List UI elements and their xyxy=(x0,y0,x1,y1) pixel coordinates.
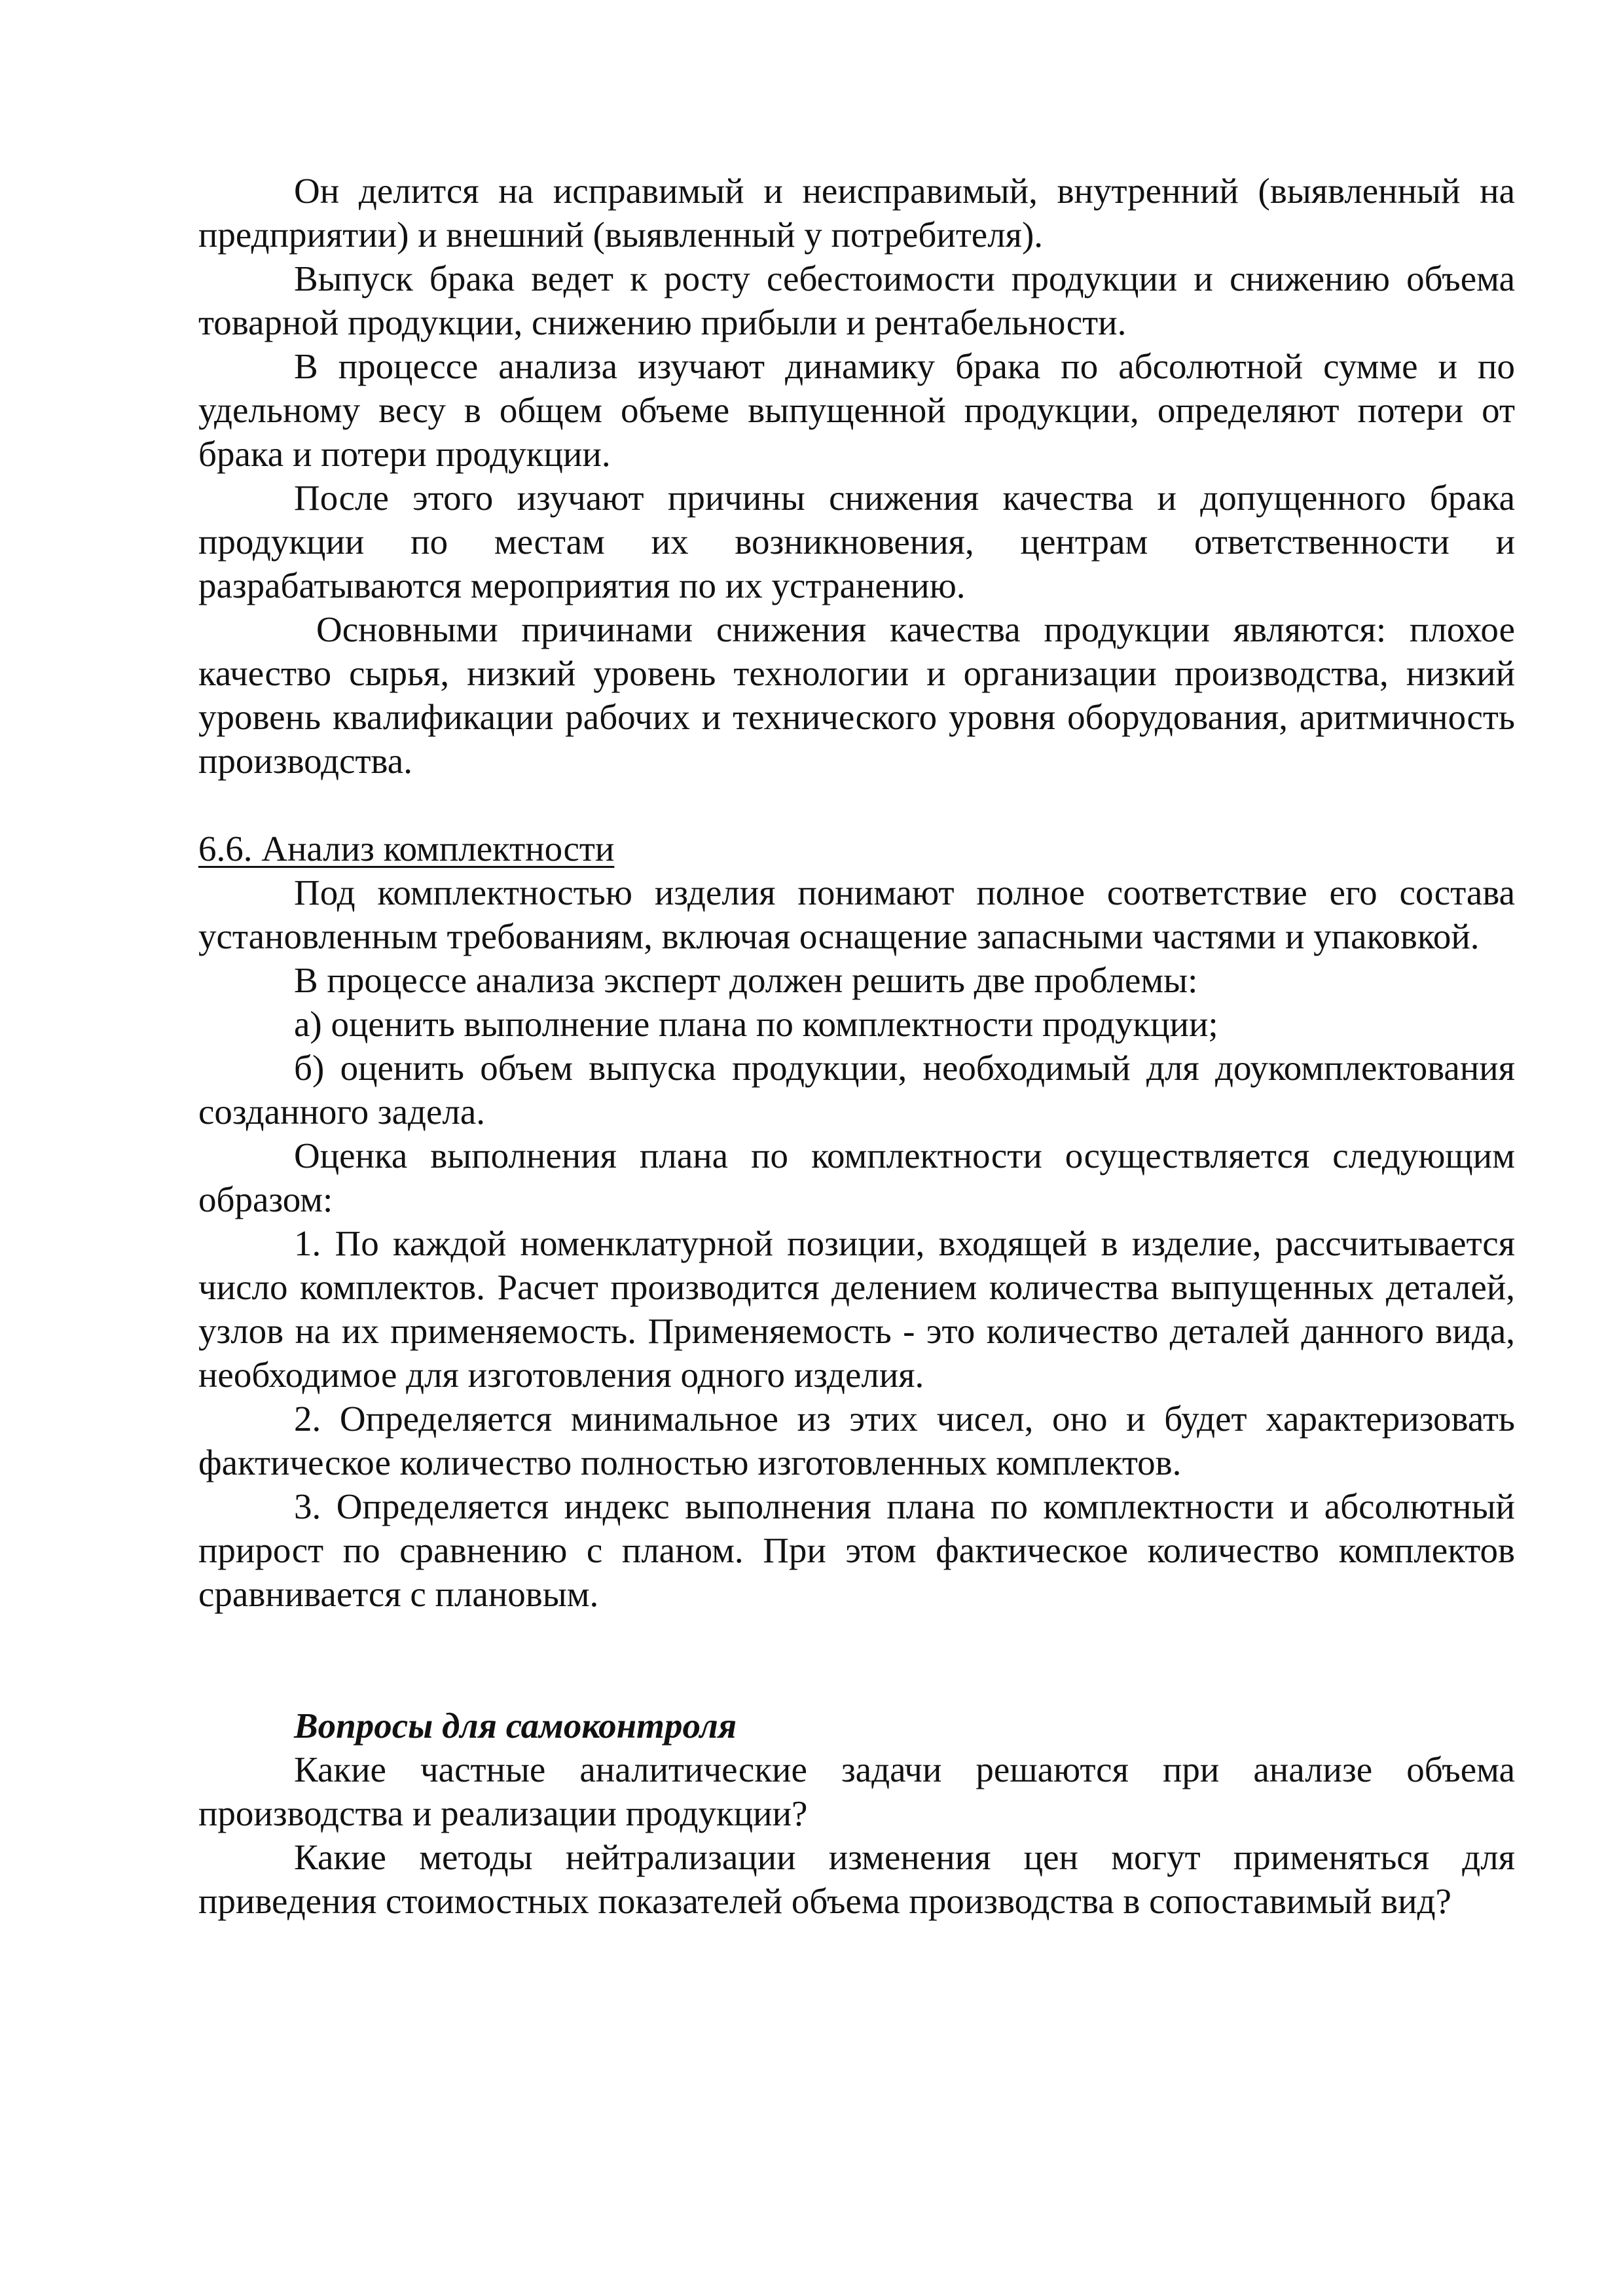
paragraph-defect-types: Он делится на исправимый и неисправимый, внутренний (выявленный на предприятии) и внешний (выявленный у потребителя). xyxy=(198,171,1515,255)
paragraph-defect-impact: Выпуск брака ведет к росту себестоимости продукции и снижению объема товарной продукции, снижению прибыли и рентабельности. xyxy=(198,259,1515,342)
paragraph-completeness-definition: Под комплектностью изделия понимают полное соответствие его состава установленным требованиям, включая оснащение запасными частями и упаковкой. xyxy=(198,872,1515,956)
paragraph-defect-analysis: В процессе анализа изучают динамику брака по абсолютной сумме и по удельному весу в общем объеме выпущенной продукции, определяют потери от брака и потери продукции. xyxy=(198,346,1515,474)
paragraph-evaluation-method: Оценка выполнения плана по комплектности осуществляется следующим образом: xyxy=(198,1136,1515,1219)
section-heading-completeness: 6.6. Анализ комплектности xyxy=(198,829,615,869)
paragraph-quality-reasons: Основными причинами снижения качества продукции являются: плохое качество сырья, низкий уровень технологии и организации производства, низкий уровень квалификации рабочих и технического уровня оборудования, аритмичность производства. xyxy=(198,609,1515,781)
self-control-heading: Вопросы для самоконтроля xyxy=(294,1706,737,1746)
step-2: 2. Определяется минимальное из этих чисел, оно и будет характеризовать фактическое количество полностью изготовленных комплектов. xyxy=(198,1399,1515,1482)
step-3: 3. Определяется индекс выполнения плана по комплектности и абсолютный прирост по сравнению с планом. При этом фактическое количество комплектов сравнивается с плановым. xyxy=(198,1486,1515,1614)
paragraph-defect-causes: После этого изучают причины снижения качества и допущенного брака продукции по местам их возникновения, центрам ответственности и разрабатываются мероприятия по их устранению. xyxy=(198,478,1515,605)
self-control-question-2: Какие методы нейтрализации изменения цен могут применяться для приведения стоимостных показателей объема производства в сопоставимый вид? xyxy=(198,1837,1515,1921)
step-1: 1. По каждой номенклатурной позиции, входящей в изделие, рассчитывается число комплектов. Расчет производится делением количества выпущенных деталей, узлов на их применяемость. Применяемость - это количество деталей данного вида, необходимое для изготовления одного изделия. xyxy=(198,1223,1515,1395)
list-item-b: б) оценить объем выпуска продукции, необходимый для доукомплектования созданного задела. xyxy=(198,1048,1515,1132)
self-control-question-1: Какие частные аналитические задачи решаются при анализе объема производства и реализации продукции? xyxy=(198,1749,1515,1833)
document-body xyxy=(198,169,1515,1923)
paragraph-two-problems: В процессе анализа эксперт должен решить две проблемы: xyxy=(294,960,1198,1000)
list-item-a: а) оценить выполнение плана по комплектности продукции; xyxy=(294,1004,1218,1044)
